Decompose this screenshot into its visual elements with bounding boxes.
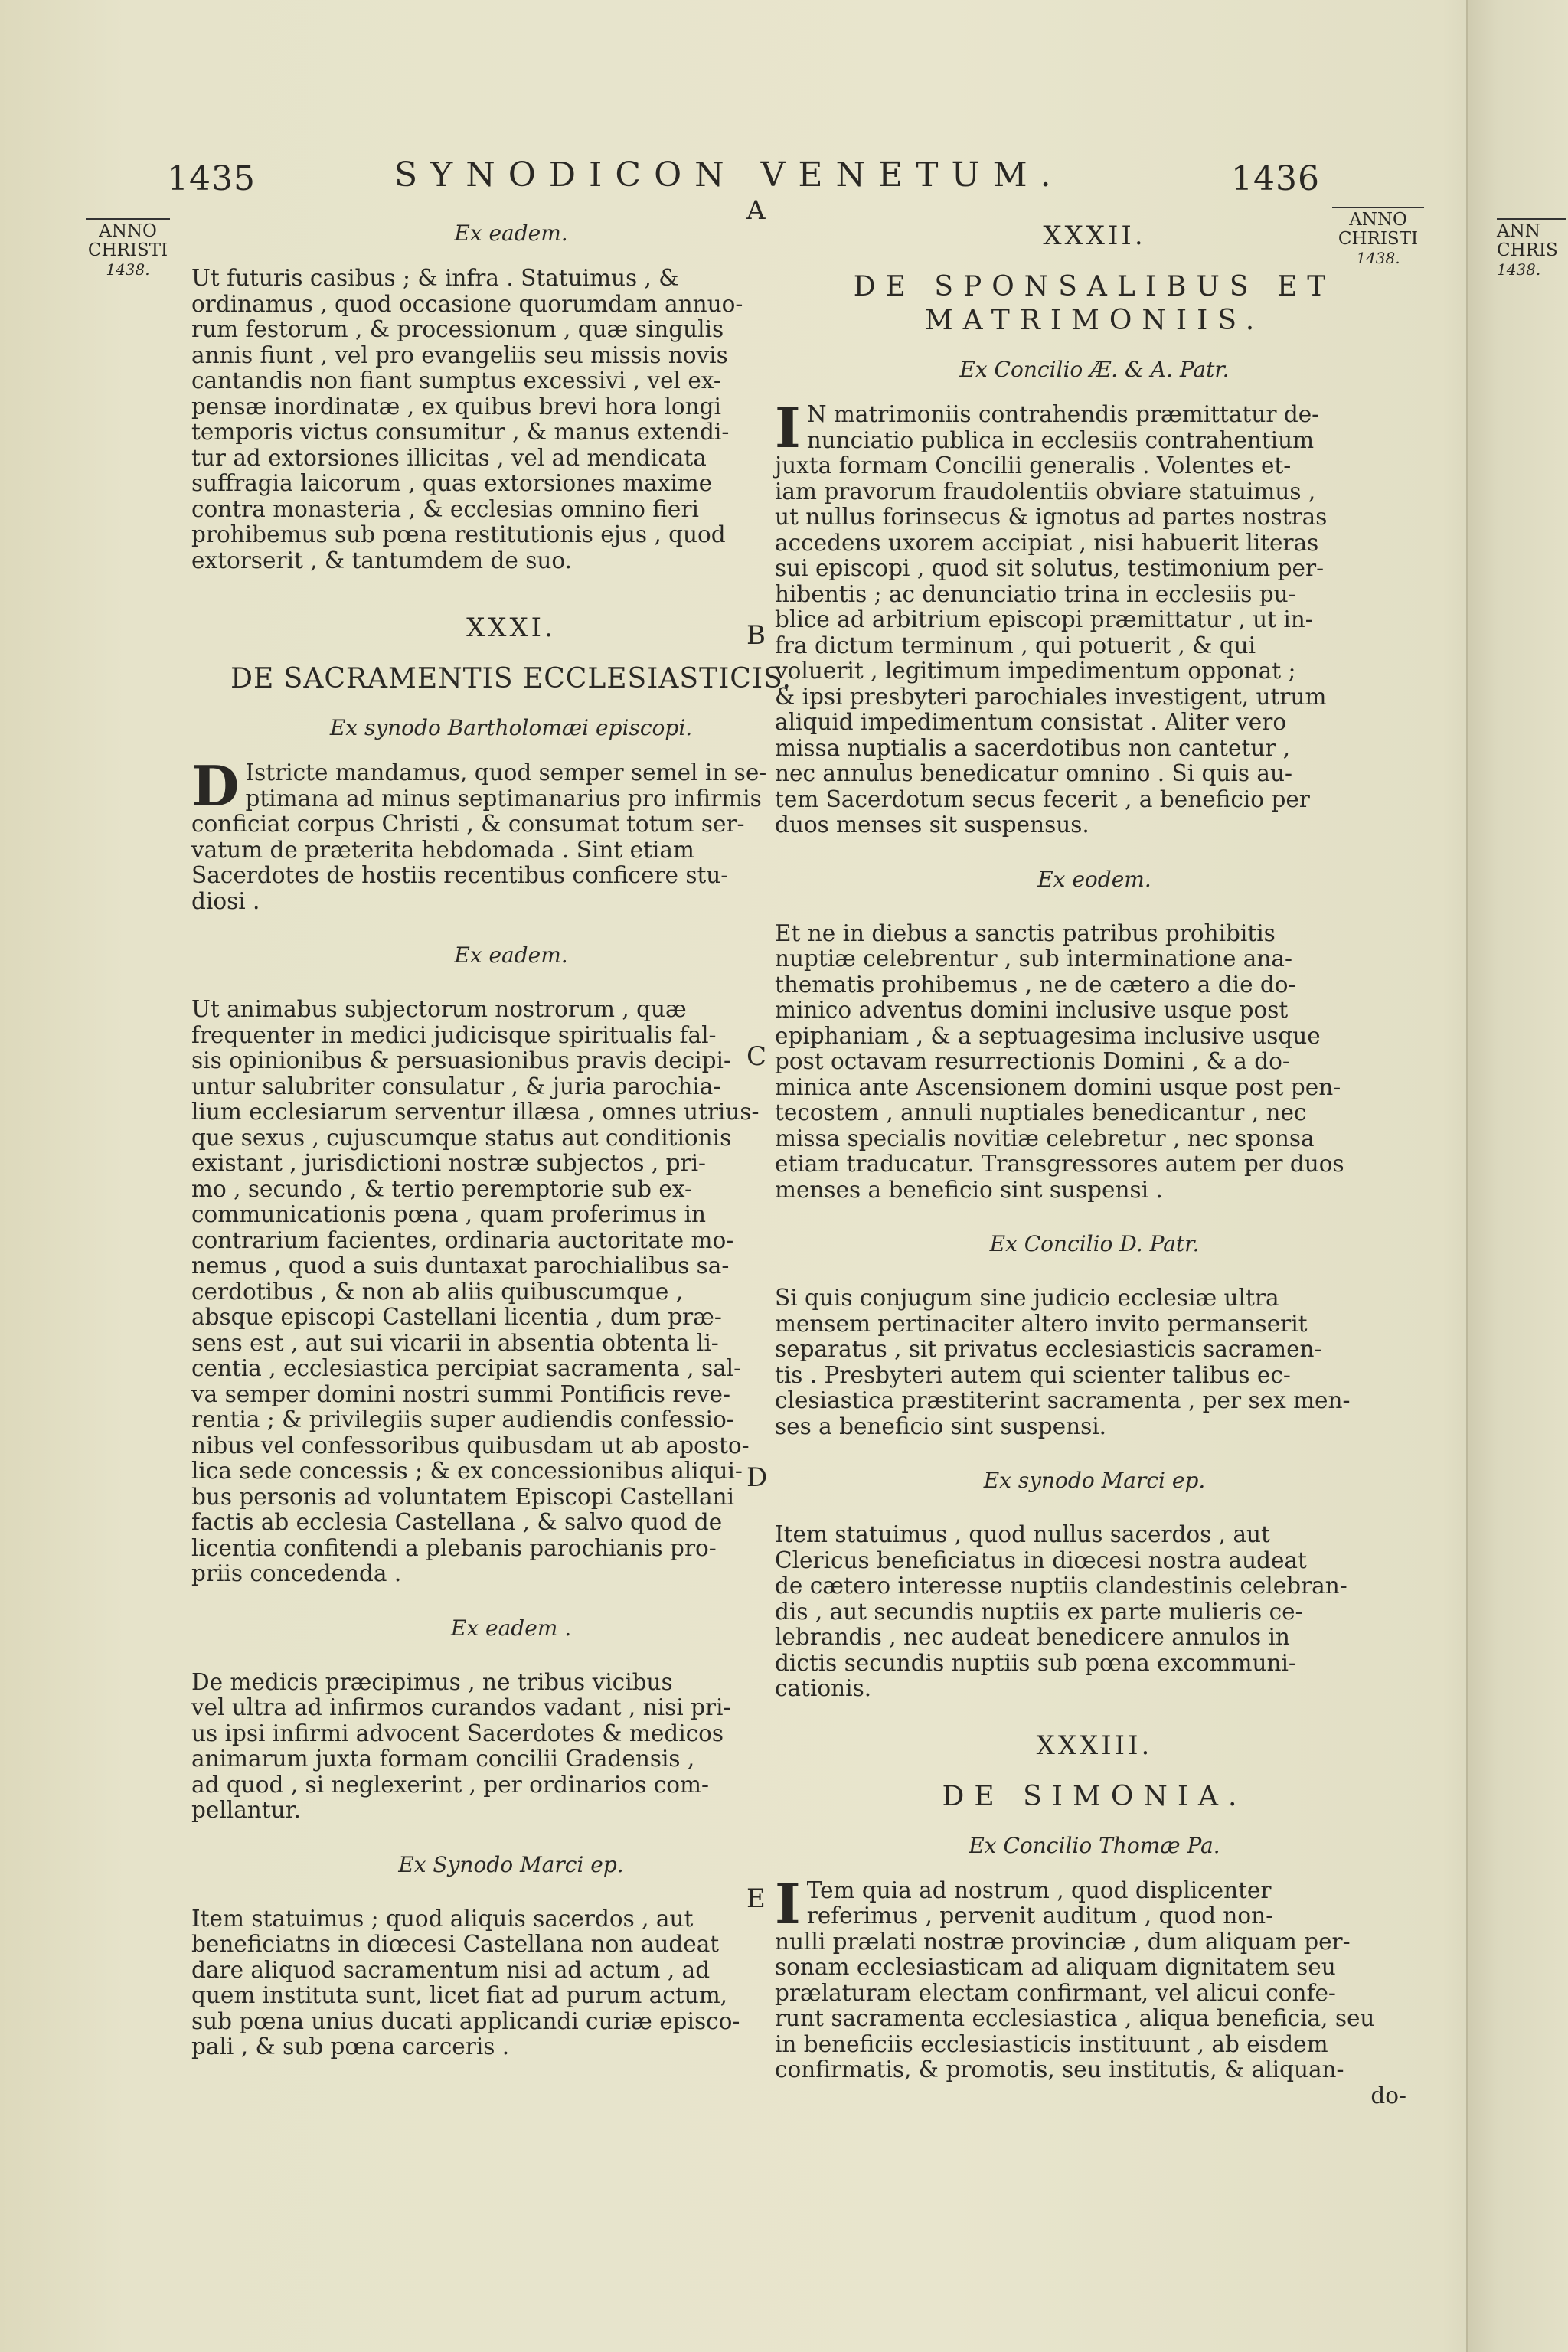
- source-heading: Ex eadem.: [454, 220, 568, 246]
- left-column: [191, 218, 831, 2060]
- section-number: XXXI.: [466, 612, 556, 643]
- paragraph: De medicis præcipimus , ne tribus vicibus vel ultra ad infirmos curandos vadant , nisi pri- us ipsi infirmi advocent Sacerdotes & medicos animarum juxta formam concilii Gradensis , ad quod , si neglexerint , per ordinarios com- pellantur.: [191, 1668, 731, 1823]
- margin-letter-b: B: [746, 620, 766, 651]
- christi-label: CHRISTI: [87, 240, 168, 260]
- christi-label: CHRIS: [1497, 240, 1558, 260]
- next-page-edge: [1466, 0, 1568, 2352]
- paragraph: Item statuimus , quod nullus sacerdos , aut Clericus beneficiatus in diœcesi nostra audeat de cætero interesse nuptiis clandestinis celebran- dis , aut secundis nuptiis ex parte mulieris ce- lebrandis , nec audeat benedicere annulos in dictis secundis nuptiis sub pœna excommuni- cationis.: [775, 1521, 1348, 1701]
- right-column: [775, 218, 1414, 2109]
- margin-letter-e: E: [746, 1883, 766, 1914]
- source-heading: Ex Synodo Marci ep.: [398, 1851, 624, 1877]
- source-heading: Ex Concilio D. Patr.: [989, 1231, 1200, 1256]
- paragraph: [191, 753, 831, 914]
- source-heading: Ex Concilio Thomæ Pa.: [969, 1832, 1220, 1858]
- anno-christi-edge: [1497, 218, 1566, 279]
- christi-label: CHRISTI: [1338, 229, 1419, 249]
- section-title: DE SACRAMENTIS ECCLESIASTICIS.: [230, 663, 792, 694]
- year-label: 1438.: [1356, 249, 1400, 267]
- page-number-right: 1436: [1231, 159, 1320, 198]
- catchword: do-: [1370, 2082, 1406, 2109]
- section-title-line-2: MATRIMONIIS.: [924, 305, 1265, 336]
- drop-capital: I: [775, 1870, 801, 1936]
- source-heading: Ex eodem.: [1037, 866, 1152, 892]
- page-number-left: 1435: [167, 159, 256, 198]
- source-heading: Ex synodo Marci ep.: [983, 1468, 1206, 1493]
- drop-capital: I: [775, 395, 801, 460]
- running-title: SYNODICON VENETUM.: [394, 155, 1064, 194]
- section-number: XXXII.: [1043, 220, 1146, 251]
- source-heading: Ex synodo Bartholomæi episcopi.: [329, 715, 693, 740]
- section-number: XXXIII.: [1036, 1730, 1153, 1761]
- section-title: DE SIMONIA.: [942, 1780, 1247, 1812]
- paragraph-text: N matrimoniis contrahendis præmittatur de- nunciatio publica in ecclesiis contrahentium juxta formam Concilii generalis . Volentes et- iam pravorum fraudolentiis obviare statuimus , ut nullus forinsecus & ignotus ad partes nostras accedens uxorem accipiat , nisi habuerit literas sui episcopi , quod sit solutus, testimonium per- hibentis ; ac denunciatio trina in ecclesiis pu- blice ad arbitrium episcopi præmittatur , ut in- fra dictum terminum , qui potuerit , & qui voluerit , legitimum impedimentum opponat ; & ipsi presbyteri parochiales investigent, utrum aliquid impedimentum consistat . Aliter vero missa nuptialis a sacerdotibus non cantetur , nec annulus benedicatur omnino . Si quis au- tem Sacerdotum secus fecerit , a beneficio per duos menses sit suspensus.: [775, 401, 1328, 838]
- drop-capital: D: [191, 753, 240, 818]
- margin-letter-c: C: [746, 1041, 767, 1072]
- year-label: 1438.: [106, 260, 150, 279]
- anno-christi-left: [86, 218, 170, 279]
- anno-label: ANNO: [1349, 210, 1407, 230]
- paragraph: Ut futuris casibus ; & infra . Statuimus , & ordinamus , quod occasione quorumdam annuo- rum festorum , & processionum , quæ singulis annis fiunt , vel pro evangeliis seu missis novis cantandis non fiant sumptus excessivi , vel ex- pensæ inordinatæ , ex quibus brevi hora longi temporis victus consumitur , & manus extendi- tur ad extorsiones illicitas , vel ad mendicata suffragia laicorum , quas extorsiones maxime contra monasteria , & ecclesias omnino fieri prohibemus sub pœna restitutionis ejus , quod extorserit , & tantumdem de suo.: [191, 265, 743, 573]
- paragraph: Ut animabus subjectorum nostrorum , quæ frequenter in medici judicisque spiritualis fal- sis opinionibus & persuasionibus pravis decipi- untur salubriter consulatur , & juria parochia- lium ecclesiarum serventur illæsa , omnes utrius- que sexus , cujuscumque status aut conditionis existant , jurisdictioni nostræ subjectos , pri- mo , secundo , & tertio peremptorie sub ex- communicationis pœna , quam proferimus in contrarium facientes, ordinaria auctoritate mo- nemus , quod a suis duntaxat parochialibus sa- cerdotibus , & non ab aliis quibuscumque , absque episcopi Castellani licentia , dum præ- sens est , aut sui vicarii in absentia obtenta li- centia , ecclesiastica percipiat sacramenta , sal- va semper domini nostri summi Pontificis reve- rentia ; & privilegiis super audiendis confessio- nibus vel confessoribus quibusdam ut ab aposto- lica sede concessis ; & ex concessionibus aliqui- bus personis ad voluntatem Episcopi Castellani factis ab ecclesia Castellana , & salvo quod de licentia confitendi a plebanis parochianis pro- priis concedenda .: [191, 996, 760, 1586]
- paragraph: [775, 1870, 1414, 2083]
- paragraph: Item statuimus ; quod aliquis sacerdos , aut beneficiatns in diœcesi Castellana non audeat dare aliquod sacramentum nisi ad actum , ad quem instituta sunt, licet fiat ad purum actum, sub pœna unius ducati applicandi curiæ episco- pali , & sub pœna carceris .: [191, 1905, 740, 2060]
- source-heading: Ex Concilio Æ. & A. Patr.: [959, 357, 1230, 382]
- year-label: 1438.: [1497, 260, 1541, 279]
- paragraph-text: Tem quia ad nostrum , quod displicenter referimus , pervenit auditum , quod non- nulli prælati nostræ provinciæ , dum aliquam per- sonam ecclesiasticam ad aliquam dignitatem seu prælaturam electam confirmant, vel alicui confe- runt sacramenta ecclesiastica , aliqua beneficia, seu in beneficiis ecclesiasticis instituunt , ab eisdem confirmatis, & promotis, seu institutis, & aliquan-: [775, 1877, 1375, 2082]
- paragraph: [775, 395, 1414, 838]
- paragraph: Si quis conjugum sine judicio ecclesiæ ultra mensem pertinaciter altero invito permanserit separatus , sit privatus ecclesiasticis sacramen- tis . Presbyteri autem qui scienter talibus ec- clesiastica præstiterint sacramenta , per sex men- ses a beneficio sint suspensi.: [775, 1285, 1351, 1439]
- anno-label: ANN: [1497, 221, 1540, 241]
- source-heading: Ex eadem.: [454, 942, 568, 968]
- source-heading: Ex eadem .: [450, 1615, 572, 1641]
- paragraph-text: Istricte mandamus, quod semper semel in se- ptimana ad minus septimanarius pro infirmis conficiat corpus Christi , & consumat totum ser- vatum de præterita hebdomada . Sint etiam Sacerdotes de hostiis recentibus conficere stu- diosi .: [191, 760, 767, 914]
- anno-label: ANNO: [99, 221, 157, 241]
- margin-letter-d: D: [746, 1462, 768, 1493]
- section-title: DE SPONSALIBUS ET: [853, 271, 1336, 302]
- margin-letter-a: A: [746, 195, 766, 226]
- paragraph: Et ne in diebus a sanctis patribus prohibitis nuptiæ celebrentur , sub interminatione ana- thematis prohibemus , ne de cætero a die do- minico adventus domini inclusive usque post epiphaniam , & a septuagesima inclusive usque post octavam resurrectionis Domini , & a do- minica ante Ascensionem domini usque post pen- tecostem , annuli nuptiales benedicantur , nec missa specialis novitiæ celebretur , nec sponsa etiam traducatur. Transgressores autem per duos menses a beneficio sint suspensi .: [775, 920, 1344, 1203]
